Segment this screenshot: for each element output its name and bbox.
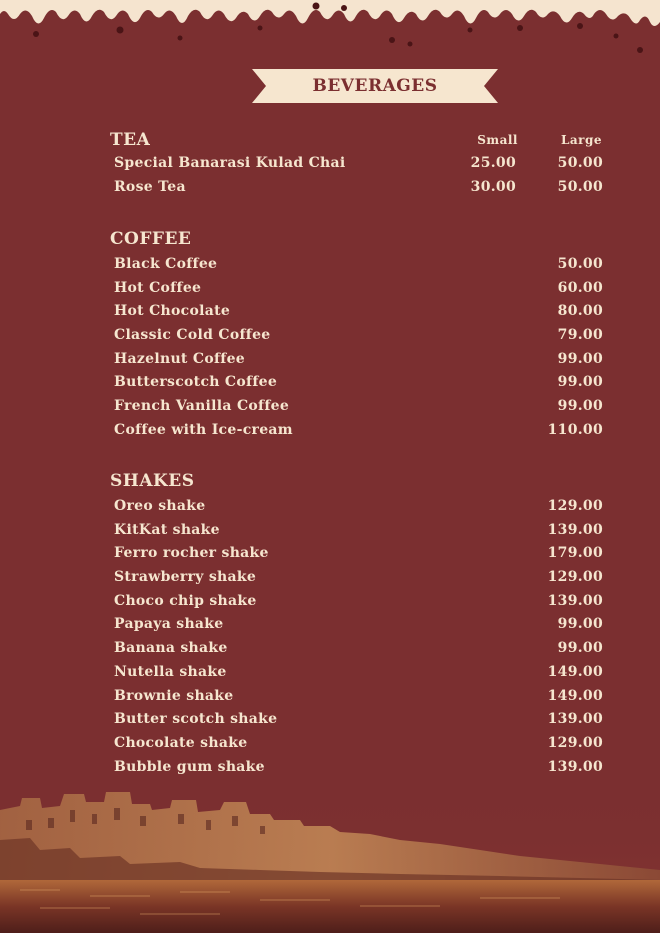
menu-item bbox=[110, 348, 610, 372]
column-header-large: Large bbox=[560, 133, 602, 147]
menu-item bbox=[110, 495, 610, 519]
item-name: Special Banarasi Kulad Chai bbox=[114, 155, 346, 171]
item-name: Butterscotch Coffee bbox=[114, 374, 278, 391]
section-title-text: TEA bbox=[110, 130, 151, 150]
item-name: Oreo shake bbox=[114, 498, 206, 514]
item-name: Rose Tea bbox=[114, 178, 186, 195]
menu-item bbox=[110, 756, 610, 780]
item-price: 60.00 bbox=[557, 279, 603, 296]
item-name: Choco chip shake bbox=[114, 592, 257, 609]
section-title bbox=[110, 471, 610, 493]
item-price: 99.00 bbox=[557, 640, 603, 657]
item-price: 110.00 bbox=[547, 421, 603, 438]
item-price: 99.00 bbox=[557, 374, 603, 391]
item-price: 79.00 bbox=[557, 327, 603, 344]
menu-item bbox=[110, 685, 610, 709]
menu-item bbox=[110, 419, 610, 443]
menu-item bbox=[110, 590, 610, 614]
menu-item bbox=[110, 253, 610, 277]
menu-item bbox=[110, 708, 610, 732]
item-name: Butter scotch shake bbox=[114, 711, 278, 728]
item-price: 99.00 bbox=[557, 398, 603, 415]
section-tea bbox=[110, 130, 610, 199]
item-price-small: 25.00 bbox=[470, 155, 516, 171]
item-name: Hot Chocolate bbox=[114, 303, 231, 320]
item-price-small: 30.00 bbox=[470, 178, 516, 195]
item-name: Black Coffee bbox=[114, 256, 218, 272]
item-name: Coffee with Ice-cream bbox=[114, 421, 293, 438]
menu-item bbox=[110, 176, 610, 200]
menu-item bbox=[110, 395, 610, 419]
item-name: Classic Cold Coffee bbox=[114, 327, 271, 344]
item-price: 179.00 bbox=[547, 545, 603, 562]
item-price: 129.00 bbox=[547, 734, 603, 751]
item-price: 149.00 bbox=[547, 687, 603, 704]
menu-item bbox=[110, 566, 610, 590]
item-name: Ferro rocher shake bbox=[114, 545, 269, 562]
item-price: 139.00 bbox=[547, 711, 603, 728]
menu-item bbox=[110, 277, 610, 301]
menu-item bbox=[110, 613, 610, 637]
item-name: Banana shake bbox=[114, 640, 228, 657]
section-title bbox=[110, 130, 610, 152]
section-shakes bbox=[110, 471, 610, 779]
menu-item bbox=[110, 519, 610, 543]
section-coffee bbox=[110, 229, 610, 443]
section-title-text: COFFEE bbox=[110, 229, 192, 249]
item-price: 129.00 bbox=[547, 498, 603, 514]
item-name: French Vanilla Coffee bbox=[114, 398, 290, 415]
item-price: 129.00 bbox=[547, 569, 603, 586]
item-name: Hot Coffee bbox=[114, 279, 202, 296]
menu-item bbox=[110, 542, 610, 566]
city-skyline-image bbox=[0, 780, 660, 933]
item-price: 99.00 bbox=[557, 616, 603, 633]
section-title bbox=[110, 229, 610, 251]
item-price: 139.00 bbox=[547, 521, 603, 538]
menu-item bbox=[110, 152, 610, 176]
beverages-banner bbox=[252, 69, 498, 103]
item-name: KitKat shake bbox=[114, 521, 220, 538]
item-name: Papaya shake bbox=[114, 616, 224, 633]
page-title: BEVERAGES bbox=[312, 76, 438, 96]
item-price: 149.00 bbox=[547, 663, 603, 680]
menu-item bbox=[110, 371, 610, 395]
item-price-large: 50.00 bbox=[557, 178, 603, 195]
column-header-small: Small bbox=[477, 133, 518, 147]
item-price-large: 50.00 bbox=[557, 155, 603, 171]
item-name: Chocolate shake bbox=[114, 734, 248, 751]
item-price: 139.00 bbox=[547, 592, 603, 609]
menu-item bbox=[110, 300, 610, 324]
menu-item bbox=[110, 324, 610, 348]
item-price: 80.00 bbox=[557, 303, 603, 320]
item-price: 99.00 bbox=[557, 350, 603, 367]
item-name: Nutella shake bbox=[114, 663, 227, 680]
menu-item bbox=[110, 732, 610, 756]
item-price: 139.00 bbox=[547, 758, 603, 775]
item-name: Hazelnut Coffee bbox=[114, 350, 246, 367]
cream-drip-border bbox=[0, 0, 660, 60]
item-name: Brownie shake bbox=[114, 687, 234, 704]
menu-item bbox=[110, 637, 610, 661]
item-name: Bubble gum shake bbox=[114, 758, 265, 775]
menu-item bbox=[110, 661, 610, 685]
section-title-text: SHAKES bbox=[110, 471, 195, 491]
item-price: 50.00 bbox=[557, 256, 603, 272]
item-name: Strawberry shake bbox=[114, 569, 257, 586]
